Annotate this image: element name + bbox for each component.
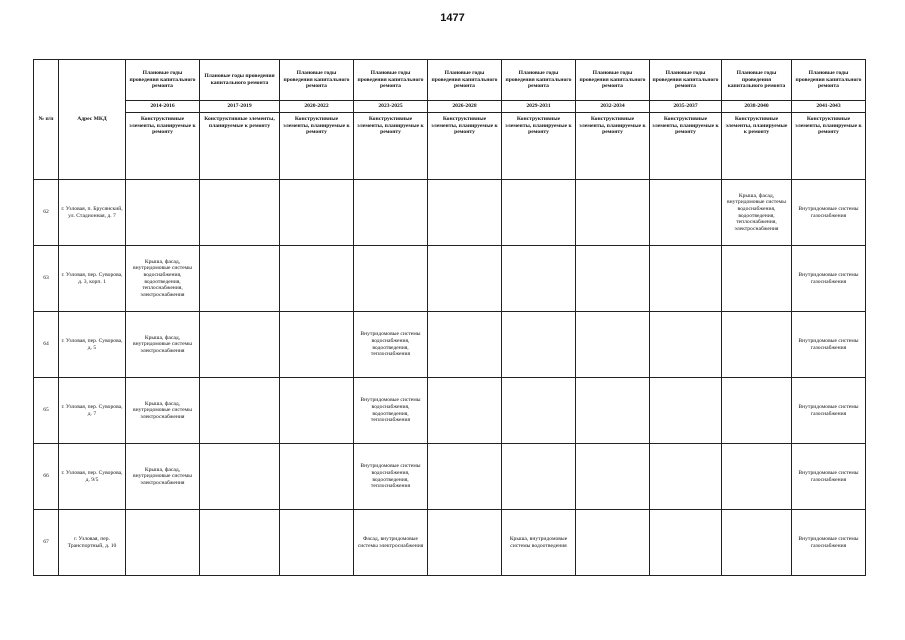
repair-elements-cell xyxy=(200,378,280,444)
table-row xyxy=(34,510,866,576)
repair-elements-cell xyxy=(200,180,280,246)
repair-elements-cell: Внутридомовые системы водоснабжения, водоотведения, теплоснабжения xyxy=(354,312,428,378)
period-years-header: 2023-2025 xyxy=(354,101,428,113)
period-title-header: Плановые годы проведения капитального ремонта xyxy=(428,60,502,101)
repair-elements-cell xyxy=(502,444,576,510)
address-cell: г. Узловая, п. Брусянский, ул. Стадионная, д. 7 xyxy=(59,180,126,246)
period-elements-subheader: Конструктивные элементы, планируемые к ремонту xyxy=(200,113,280,180)
period-years-header: 2029-2031 xyxy=(502,101,576,113)
period-elements-subheader: Конструктивные элементы, планируемые к ремонту xyxy=(576,113,650,180)
repair-elements-cell xyxy=(280,312,354,378)
repair-elements-cell: Внутридомовые системы газоснабжения xyxy=(792,378,866,444)
period-elements-subheader: Конструктивные элементы, планируемые к ремонту xyxy=(722,113,792,180)
repair-elements-cell xyxy=(428,246,502,312)
period-years-header: 2017-2019 xyxy=(200,101,280,113)
period-years-header: 2032-2034 xyxy=(576,101,650,113)
repair-elements-cell xyxy=(650,378,722,444)
repair-elements-cell xyxy=(650,444,722,510)
period-elements-subheader: Конструктивные элементы, планируемые к ремонту xyxy=(650,113,722,180)
repair-elements-cell xyxy=(354,246,428,312)
repair-elements-cell: Крыша, фасад, внутридомовые системы водоснабжения, водоотведения, теплоснабжения, электроснабжения xyxy=(722,180,792,246)
repair-elements-cell xyxy=(280,444,354,510)
repair-elements-cell xyxy=(502,378,576,444)
repair-elements-cell xyxy=(280,378,354,444)
period-title-header: Плановые годы проведения капитального ремонта xyxy=(722,60,792,101)
repair-elements-cell xyxy=(502,312,576,378)
repair-elements-cell xyxy=(280,510,354,576)
period-years-header: 2026-2028 xyxy=(428,101,502,113)
table-row xyxy=(34,246,866,312)
repair-elements-cell: Крыша, фасад, внутридомовые системы электроснабжения xyxy=(126,312,200,378)
repair-elements-cell: Внутридомовые системы газоснабжения xyxy=(792,444,866,510)
repair-elements-cell: Крыша, фасад, внутридомовые системы водоснабжения, водоотведения, теплоснабжения, электроснабжения xyxy=(126,246,200,312)
repair-elements-cell xyxy=(280,180,354,246)
repair-elements-cell xyxy=(722,510,792,576)
repair-elements-cell xyxy=(502,180,576,246)
period-elements-subheader: Конструктивные элементы, планируемые к ремонту xyxy=(280,113,354,180)
address-cell: г. Узловая, пер. Суворова, д. 3, корп. 1 xyxy=(59,246,126,312)
period-elements-subheader: Конструктивные элементы, планируемые к ремонту xyxy=(428,113,502,180)
repair-elements-cell xyxy=(200,246,280,312)
repair-elements-cell xyxy=(576,246,650,312)
row-number-cell: 67 xyxy=(34,510,59,576)
table-row xyxy=(34,312,866,378)
repair-elements-cell: Крыша, внутридомовые системы водоотведения xyxy=(502,510,576,576)
repair-elements-cell: Внутридомовые системы газоснабжения xyxy=(792,312,866,378)
repair-elements-cell: Внутридомовые системы газоснабжения xyxy=(792,246,866,312)
repair-elements-cell: Внутридомовые системы газоснабжения xyxy=(792,180,866,246)
repair-elements-cell xyxy=(428,444,502,510)
repair-elements-cell xyxy=(650,180,722,246)
period-years-header: 2035-2037 xyxy=(650,101,722,113)
repair-elements-cell xyxy=(428,510,502,576)
repair-elements-cell: Крыша, фасад, внутридомовые системы электроснабжения xyxy=(126,444,200,510)
row-number-cell: 63 xyxy=(34,246,59,312)
period-elements-subheader: Конструктивные элементы, планируемые к ремонту xyxy=(354,113,428,180)
repair-elements-cell xyxy=(650,246,722,312)
repair-elements-cell xyxy=(650,312,722,378)
repair-elements-cell xyxy=(200,312,280,378)
repair-elements-cell xyxy=(576,180,650,246)
period-years-header: 2041-2043 xyxy=(792,101,866,113)
table-row xyxy=(34,444,866,510)
repair-elements-cell xyxy=(280,246,354,312)
period-title-header: Плановые годы проведения капитального ремонта xyxy=(280,60,354,101)
period-title-header: Плановые годы проведения капитального ремонта xyxy=(354,60,428,101)
repair-elements-cell: Фасад, внутридомовые системы электроснабжения xyxy=(354,510,428,576)
col-address-header: Адрес МКД xyxy=(59,60,126,180)
period-elements-subheader: Конструктивные элементы, планируемые к ремонту xyxy=(126,113,200,180)
repair-elements-cell xyxy=(576,510,650,576)
repair-elements-cell: Внутридомовые системы газоснабжения xyxy=(792,510,866,576)
address-cell: г. Узловая, пер. Суворова, д. 9/5 xyxy=(59,444,126,510)
address-cell: г. Узловая, пер. Суворова, д. 7 xyxy=(59,378,126,444)
period-title-header: Плановые годы проведения капитального ремонта xyxy=(126,60,200,101)
row-number-cell: 65 xyxy=(34,378,59,444)
period-title-header: Плановые годы проведения капитального ремонта xyxy=(502,60,576,101)
table-row xyxy=(34,378,866,444)
period-elements-subheader: Конструктивные элементы, планируемые к ремонту xyxy=(502,113,576,180)
repair-elements-cell xyxy=(576,444,650,510)
repair-elements-cell xyxy=(428,180,502,246)
repair-elements-cell xyxy=(428,312,502,378)
repair-elements-cell xyxy=(354,180,428,246)
period-title-header: Плановые годы проведения капитального ремонта xyxy=(576,60,650,101)
col-num-header: № п/п xyxy=(34,60,59,180)
period-title-header: Плановые годы проведения капитального ремонта xyxy=(200,60,280,101)
repair-elements-cell: Внутридомовые системы водоснабжения, водоотведения, теплоснабжения xyxy=(354,378,428,444)
repair-elements-cell xyxy=(722,246,792,312)
period-years-header: 2020-2022 xyxy=(280,101,354,113)
period-elements-subheader: Конструктивные элементы, планируемые к ремонту xyxy=(792,113,866,180)
repair-elements-cell xyxy=(650,510,722,576)
row-number-cell: 64 xyxy=(34,312,59,378)
repair-elements-cell: Внутридомовые системы водоснабжения, водоотведения, теплоснабжения xyxy=(354,444,428,510)
repair-elements-cell xyxy=(200,510,280,576)
repair-elements-cell xyxy=(200,444,280,510)
repair-elements-cell xyxy=(502,246,576,312)
repair-elements-cell xyxy=(126,510,200,576)
period-title-header: Плановые годы проведения капитального ремонта xyxy=(792,60,866,101)
address-cell: г. Узловая, пер. Суворова, д. 5 xyxy=(59,312,126,378)
page-number: 1477 xyxy=(440,12,465,24)
repair-elements-cell xyxy=(576,378,650,444)
period-years-header: 2038-2040 xyxy=(722,101,792,113)
row-number-cell: 62 xyxy=(34,180,59,246)
repair-elements-cell xyxy=(722,444,792,510)
repair-elements-cell xyxy=(428,378,502,444)
capital-repair-schedule-table xyxy=(33,59,866,576)
repair-elements-cell: Крыша, фасад, внутридомовые системы электроснабжения xyxy=(126,378,200,444)
address-cell: г. Узловая, пер. Транспортный, д. 10 xyxy=(59,510,126,576)
repair-elements-cell xyxy=(722,312,792,378)
period-years-header: 2014-2016 xyxy=(126,101,200,113)
repair-elements-cell xyxy=(576,312,650,378)
repair-elements-cell xyxy=(722,378,792,444)
repair-elements-cell xyxy=(126,180,200,246)
table-row xyxy=(34,180,866,246)
row-number-cell: 66 xyxy=(34,444,59,510)
period-title-header: Плановые годы проведения капитального ремонта xyxy=(650,60,722,101)
